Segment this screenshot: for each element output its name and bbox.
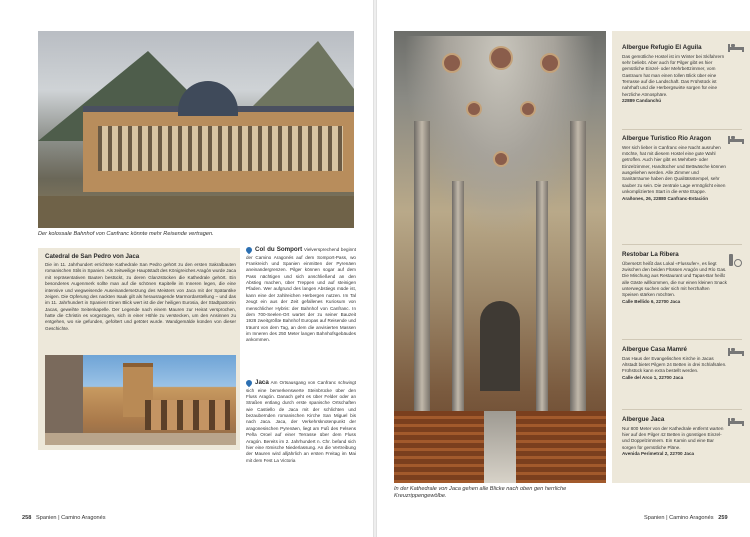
left-footer-section: Spanien [36, 515, 57, 521]
divider [622, 244, 742, 245]
entry-name: Albergue Jaca [622, 416, 665, 423]
entry-rio-aragon [622, 135, 727, 202]
bed-icon [728, 136, 744, 144]
entry-body: Nur 800 Meter von der Kathedrale entfernt warten hier auf den Pilger 42 Betten in günstigen Einzel- und Doppelzimmern. Ein Kamin und eine Bar sorgen für gemütliche Pläne. [622, 425, 724, 450]
entry-body: Das Haus der Evangelischen Kirche in Jacas Altstadt bietet Pilgern 24 Betten in drei Schlafsälen. Frühstück kann extra bestellt werden. [622, 355, 727, 374]
somport-heading: Col du Somport [255, 246, 303, 253]
right-footer-route: Camino Aragonés [669, 515, 714, 521]
entry-address: Calle del Arco 1, 22700 Jaca [622, 374, 684, 380]
entry-casa-mamre [622, 346, 727, 381]
entry-address: Avenida Perimetral 2, 22700 Jaca [622, 451, 695, 457]
right-page-number: 259 [718, 515, 728, 521]
entry-restobar-la-ribera [622, 251, 727, 305]
jaca-heading: Jaca [255, 379, 269, 386]
left-footer-route: Camino Aragonés [61, 515, 106, 521]
jaca-body: Am Ortsausgang von Canfranc schwingt sich eine bemerkenswerte Steinbrücke über den Fluss Aragón. Danach geht es über Felder oder an Straßen entlang durch erste spanische Ortschaften wie Castiello de Jaca mit der schlichten und bezaubernden romanischen Kirche San Miguel bis nach Jaca. Jaca, der Verkehrsknotenpunkt der aragonesischen Pyrenäen, liegt am Fuß des Felsens Peña Oroel auf einer Terrasse über dem Fluss Aragón. Bereits im 2. Jahrhundert n. Chr. befand sich hier eine römische Niederlassung. An die Vertreibung der Mauren wird alljährlich an ersten Freitag im Mai mit dem Fest La Victoria [246, 380, 356, 463]
entry-name: Albergue Refugio El Aguila [622, 44, 702, 51]
left-page-number: 258 [22, 515, 32, 521]
entry-address: Arañones, 26, 22880 Canfranc-Estación [622, 195, 709, 201]
divider [622, 129, 742, 130]
entry-address: Calle Bellido 6, 22700 Jaca [622, 298, 681, 304]
book-gutter [373, 0, 377, 537]
right-footer-section: Spanien [644, 515, 665, 521]
map-pin-icon [245, 246, 253, 254]
jaca-street-photo [45, 355, 236, 445]
entry-body: Übersetzt heißt das Lokal «Flussufer», es liegt zwischen den beiden Flüssen Aragón und Río Gas. Die Mischung aus Restaurant und Tapas-Bar heißt alle Gäste willkommen, die nur einen kleinen Snack unterwegs suchen oder sich mit herzhaften Speisen stärken möchten. [622, 260, 727, 298]
divider [622, 339, 742, 340]
food-icon [728, 253, 742, 267]
infobox-title: Catedral de San Pedro von Jaca [45, 253, 140, 260]
canfranc-station-photo [38, 31, 354, 228]
left-footer: 258 Spanien | Camino Aragonés [22, 515, 106, 521]
cathedral-photo-caption: In der Kathedrale von Jaca gehen alle Blicke nach oben gen herrliche Kreuzrippengewölbe. [394, 486, 567, 499]
entry-name: Restobar La Ribera [622, 251, 679, 258]
somport-body: Vielversprechend beginnt der Camino Aragonés auf dem Somport-Pass, wo Frankreich und Spanien einmitten der Pyrenäen aneinandergrenzen. Pilger können sogar auf dem Pass nächtigen und sich anschließend an den Abstieg machen, über Treppen und auf steinigen Pfaden. Wer aufgrund des langen Abstiegs müde ist, kann eine der zahlreichen Herbergen nutzen. Im Tal zeugt ein aus der Zeit gefallenes Kuriosum von menschlicher Hybris: der Bahnhof von Canfranc. In dem 700-Seelen-Ort wartet der zu seiner Bauzeit 1928 zweitgrößte Bahnhof Europas auf Reisende und träumt von dem Tag, an dem die anvisierten Massen im Inneren des 250 Meter langen Bahnhofsgebäudes ankommen. [246, 247, 357, 343]
entry-body: Das gemütliche Hostel ist im Winter bei Skifahrern sehr beliebt. Aber auch für Pilger gibt es hier gemütliche Einzel- oder Mehrbettzimmer, vom Gastraum hat man einen tollen Blick über eine Terrasse auf die Landschaft. Das Frühstück ist nahrhaft und die Herbergswirte sorgen für eine herzliche Atmosphäre. [622, 53, 725, 97]
entry-refugio-el-aguila [622, 44, 727, 105]
entry-albergue-jaca [622, 416, 727, 457]
jaca-section [246, 379, 356, 464]
jaca-cathedral-photo [394, 31, 606, 483]
entry-name: Albergue Turistico Rio Aragon [622, 135, 712, 142]
map-pin-icon [245, 379, 253, 387]
entry-body: Wer sich lieber in Canfranc eine Nacht ausruhen möchte, hat mit diesem Hostel eine gute Wahl getroffen. Auch hier gibt es Mehrbett- oder Einzelzimmer, Handtücher und Bettwäsche können ausgeliehen werden. Alle Zimmer und Sanitärräume haben den Qualitätsstempel, sehr sauber zu sein. Die zentrale Lage ermöglicht einen unkomplizierten Start in die erste Etappe. [622, 144, 726, 195]
entry-name: Albergue Casa Mamré [622, 346, 687, 353]
entry-address: 22889 Candanchú [622, 98, 662, 104]
bed-icon [728, 44, 744, 52]
bed-icon [728, 348, 744, 356]
right-footer: Spanien | Camino Aragonés 259 [644, 515, 728, 521]
bed-icon [728, 418, 744, 426]
somport-section [246, 246, 356, 344]
divider [622, 409, 742, 410]
infobox-body: Die im 11. Jahrhundert errichtete Kathedrale San Pedro gehört zu den ersten Sakralbauten romanischen Stils in Spanien. Als zeitweilige Hauptstadt des Königreiches Aragón wurde Jaca mit repräsentativen Bauten bestückt, zu deren Glanzstücken die Kathedrale gehört. Ein besonderes Augenmerk sollte man auf die schönen Kapitelle im Inneren legen, die eine intensive und wegweisende Auseinandersetzung des Meisters von Jaca mit der Spätantike zeigen. Die Opferung des nackten Isaak gilt als herausragende Marmordarstellung – und das im 11. Jahrhundert in Spanien! Einen Blick wert ist die der heiligen Eurosia, der Stadtpatronin Jacas, geweihte Seitenkapelle. Der Legende nach einem Mauren zur Heirat versprochen, hatte die Christin es vorgezogen, sich in einer Höhle zu verstecken, um den Ansinnen zu entgehen, wo sie gefunden, gefoltert und getötet wurde. Wandgemälde künden von dieser Geschichte. [45, 262, 237, 331]
canfranc-photo-caption: Der kolossale Bahnhof von Canfranc könnte mehr Reisende vertragen. [38, 231, 214, 237]
